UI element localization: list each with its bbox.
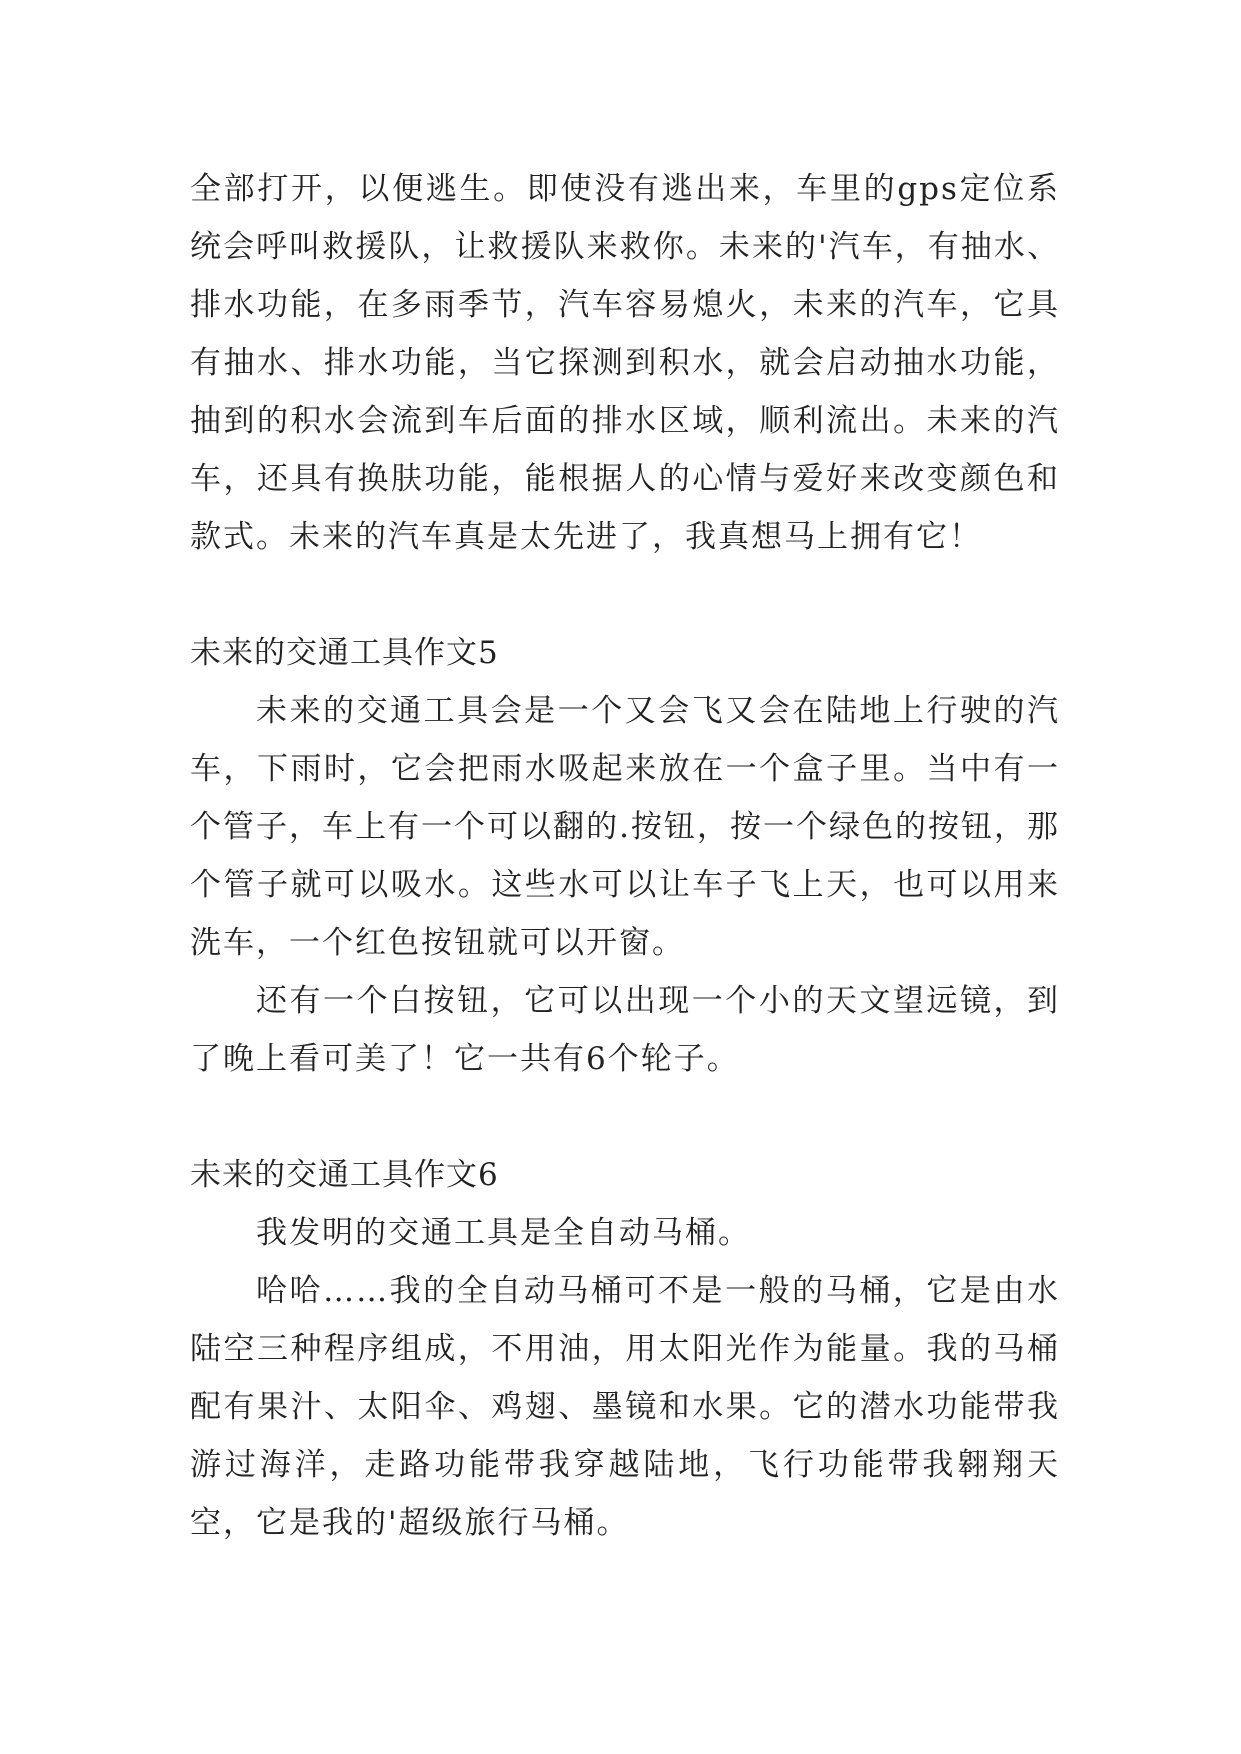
essay-6-title: 未来的交通工具作文6 [190, 1157, 499, 1193]
intro-section [190, 160, 1060, 566]
essay-6-section [190, 1146, 1060, 1552]
essay-6-paragraph-2: 哈哈……我的全自动马桶可不是一般的马桶，它是由水陆空三种程序组成，不用油，用太阳光作为能量。我的马桶配有果汁、太阳伞、鸡翅、墨镜和水果。它的潜水功能带我游过海洋，走路功能带我穿越陆地，飞行功能带我翱翔天空，它是我的'超级旅行马桶。 [190, 1273, 1060, 1541]
essay-5-paragraph-1: 未来的交通工具会是一个又会飞又会在陆地上行驶的汽车，下雨时，它会把雨水吸起来放在一个盒子里。当中有一个管子，车上有一个可以翻的.按钮，按一个绿色的按钮，那个管子就可以吸水。这些水可以让车子飞上天，也可以用来洗车，一个红色按钮就可以开窗。 [190, 693, 1060, 961]
essay-5-paragraph-2: 还有一个白按钮，它可以出现一个小的天文望远镜，到了晚上看可美了！它一共有6个轮子。 [190, 983, 1060, 1077]
essay-5-title: 未来的交通工具作文5 [190, 635, 499, 671]
section-spacer [190, 566, 1060, 624]
essay-5-section [190, 624, 1060, 1088]
essay-6-paragraph-1: 我发明的交通工具是全自动马桶。 [256, 1215, 751, 1251]
document-body [190, 160, 1060, 1552]
intro-paragraph: 全部打开，以便逃生。即使没有逃出来，车里的gps定位系统会呼叫救援队，让救援队来救你。未来的'汽车，有抽水、排水功能，在多雨季节，汽车容易熄火，未来的汽车，它具有抽水、排水功能，当它探测到积水，就会启动抽水功能，抽到的积水会流到车后面的排水区域，顺利流出。未来的汽车，还具有换肤功能，能根据人的心情与爱好来改变颜色和款式。未来的汽车真是太先进了，我真想马上拥有它！ [190, 171, 1060, 555]
section-spacer [190, 1088, 1060, 1146]
